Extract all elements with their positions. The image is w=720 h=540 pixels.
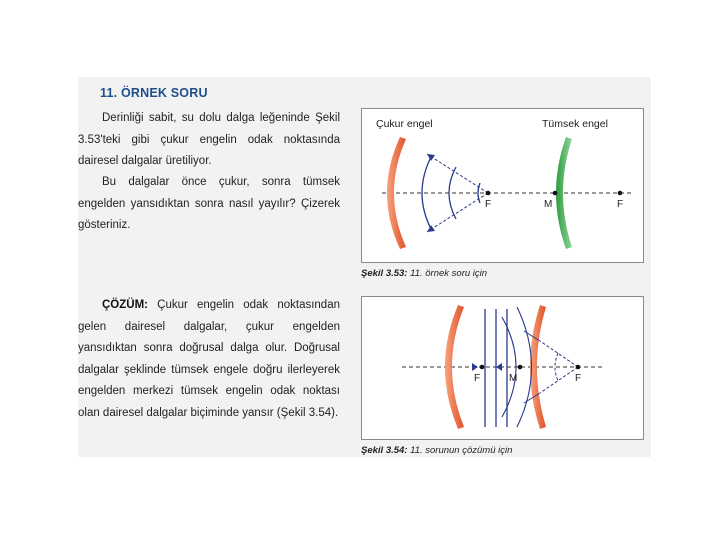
figure-3-54-caption-text: 11. sorunun çözümü için xyxy=(407,445,513,456)
figure-3-54-caption-label: Şekil 3.54: xyxy=(361,445,408,456)
focus-point-convex xyxy=(618,191,623,196)
focus-label-concave: F xyxy=(485,199,492,210)
center-label: M xyxy=(544,199,553,210)
arrowhead-left xyxy=(496,363,502,371)
question-paragraph-2: Bu dalgalar önce çukur, sonra tümsek engelden yansıdıktan sonra nasıl yayılır? Çizerek gösteriniz. xyxy=(78,176,340,231)
solution-text: Çukur engelin odak noktasından gelen dairesel dalgalar, çukur engelden yansıdıktan sonra doğrusal dalga olur. Doğrusal dalgalar şeklinde tümsek engele doğru ilerleyerek engelden merkezi tümsek engelin odak noktası olan dairesel dalgalar biçiminde yansır (Şekil 3.54). xyxy=(78,299,340,419)
concave-barrier-label: Çukur engel xyxy=(376,118,433,130)
arrowhead-right xyxy=(472,363,478,371)
focus-point-concave xyxy=(480,365,485,370)
convex-barrier-label: Tümsek engel xyxy=(542,118,608,130)
focus-label-convex: F xyxy=(575,373,582,384)
circular-wave-1 xyxy=(478,183,480,203)
center-point xyxy=(553,191,558,196)
figure-3-53 xyxy=(361,108,644,263)
figure-3-53-caption xyxy=(361,268,487,279)
diverging-ray-lower xyxy=(540,367,578,393)
question-paragraph-1: Derinliği sabit, su dolu dalga leğeninde Şekil 3.53'teki gibi çukur engelin odak noktasında dairesel dalgalar üretiliyor. xyxy=(78,112,340,167)
example-heading: 11. ÖRNEK SORU xyxy=(100,86,208,100)
diverging-ray-upper xyxy=(540,341,578,367)
figure-3-53-caption-label: Şekil 3.53: xyxy=(361,268,408,279)
focus-point-concave xyxy=(486,191,491,196)
figure-3-54-drawing xyxy=(362,297,643,439)
solution-paragraph xyxy=(78,295,340,424)
focus-label-convex: F xyxy=(617,199,624,210)
focus-label-concave: F xyxy=(474,373,481,384)
figure-3-53-caption-text: 11. örnek soru için xyxy=(407,268,488,279)
focus-point-convex xyxy=(576,365,581,370)
center-point xyxy=(518,365,523,370)
center-label: M xyxy=(509,373,518,384)
figure-3-54 xyxy=(361,296,644,440)
figure-3-54-caption xyxy=(361,445,512,456)
figure-3-53-drawing xyxy=(362,109,643,262)
solution-label: ÇÖZÜM: xyxy=(102,299,148,311)
